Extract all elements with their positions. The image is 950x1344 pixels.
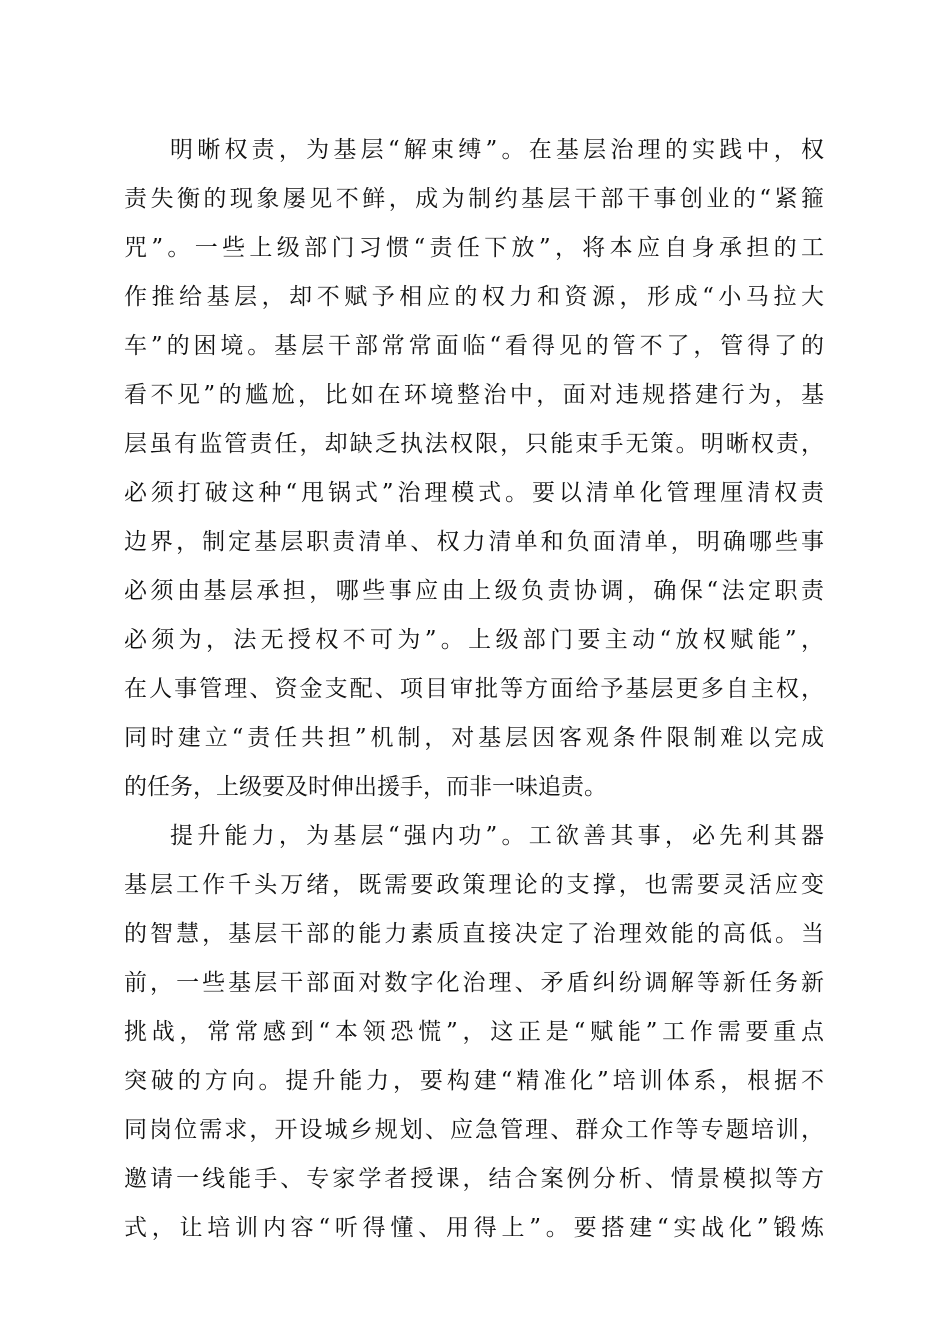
paragraph-2-line-3: 的智慧，基层干部的能力素质直接决定了治理效能的高低。当 — [124, 921, 824, 947]
paragraph-1-line-12: 在人事管理、资金支配、项目审批等方面给予基层更多自主权， — [124, 676, 824, 702]
paragraph-1-line-6: 看不见”的尴尬，比如在环境整治中，面对违规搭建行为，基 — [124, 382, 824, 408]
paragraph-1-line-3: 咒”。一些上级部门习惯“责任下放”，将本应自身承担的工 — [124, 235, 824, 261]
paragraph-2-line-1: 提升能力，为基层“强内功”。工欲善其事，必先利其器 — [170, 823, 824, 849]
paragraph-1-line-10: 必须由基层承担，哪些事应由上级负责协调，确保“法定职责 — [124, 578, 824, 604]
paragraph-1-line-2: 责失衡的现象屡见不鲜，成为制约基层干部干事创业的“紧箍 — [124, 186, 824, 212]
paragraph-1-line-9: 边界，制定基层职责清单、权力清单和负面清单，明确哪些事 — [124, 529, 824, 555]
paragraph-1-line-5: 车”的困境。基层干部常常面临“看得见的管不了，管得了的 — [124, 333, 824, 359]
paragraph-1-line-11: 必须为，法无授权不可为”。上级部门要主动“放权赋能”， — [124, 627, 824, 653]
paragraph-2-line-2: 基层工作千头万绪，既需要政策理论的支撑，也需要灵活应变 — [124, 872, 824, 898]
paragraph-2-line-5: 挑战，常常感到“本领恐慌”，这正是“赋能”工作需要重点 — [124, 1019, 824, 1045]
paragraph-1-line-13: 同时建立“责任共担”机制，对基层因客观条件限制难以完成 — [124, 725, 824, 751]
paragraph-1-line-1: 明晰权责，为基层“解束缚”。在基层治理的实践中，权 — [170, 137, 824, 163]
paragraph-2-line-7: 同岗位需求，开设城乡规划、应急管理、群众工作等专题培训， — [124, 1117, 824, 1143]
paragraph-1-line-8: 必须打破这种“甩锅式”治理模式。要以清单化管理厘清权责 — [124, 480, 824, 506]
paragraph-2-line-8: 邀请一线能手、专家学者授课，结合案例分析、情景模拟等方 — [124, 1166, 824, 1192]
paragraph-1-line-14: 的任务，上级要及时伸出援手，而非一味追责。 — [124, 774, 607, 800]
paragraph-1-line-7: 层虽有监管责任，却缺乏执法权限，只能束手无策。明晰权责， — [124, 431, 824, 457]
paragraph-2-line-9: 式，让培训内容“听得懂、用得上”。要搭建“实战化”锻炼 — [124, 1215, 824, 1241]
paragraph-2-line-4: 前，一些基层干部面对数字化治理、矛盾纠纷调解等新任务新 — [124, 970, 824, 996]
paragraph-1-line-4: 作推给基层，却不赋予相应的权力和资源，形成“小马拉大 — [124, 284, 824, 310]
paragraph-2-line-6: 突破的方向。提升能力，要构建“精准化”培训体系，根据不 — [124, 1068, 824, 1094]
